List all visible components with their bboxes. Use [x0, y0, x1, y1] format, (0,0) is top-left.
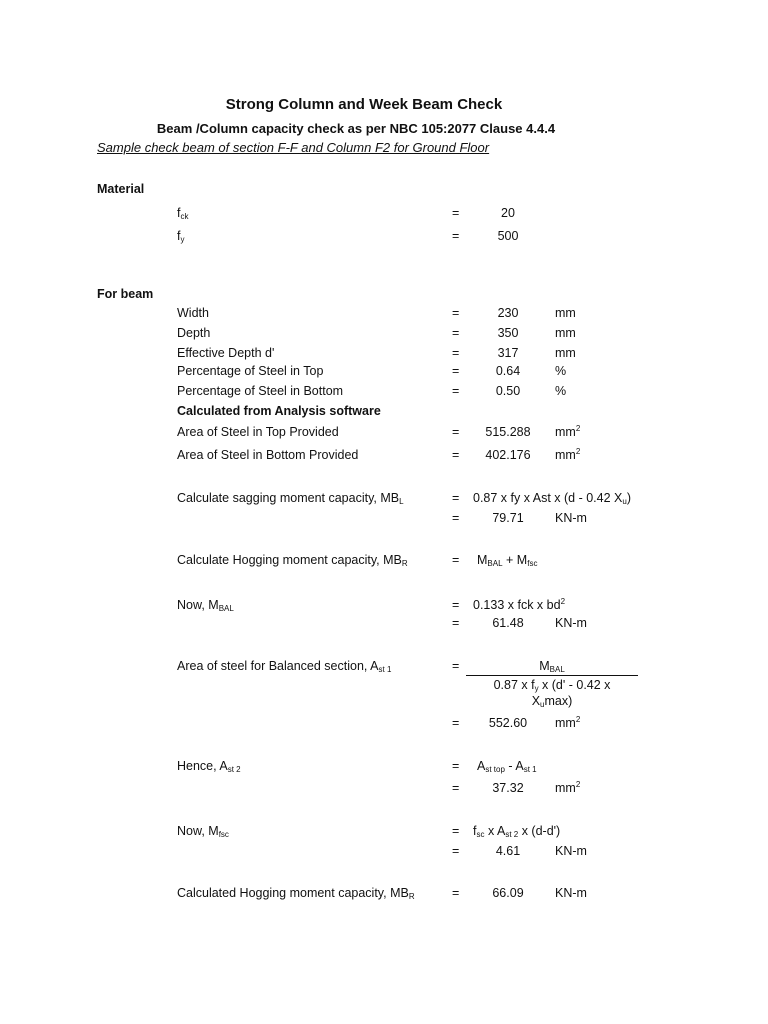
- mbal-equals: =: [452, 598, 460, 612]
- fy-value: 500: [497, 229, 519, 243]
- balanced-value: 552.60: [488, 716, 528, 730]
- beam-row-unit: %: [555, 384, 567, 398]
- beam-heading: For beam: [97, 287, 154, 301]
- ast2-label: Hence, $A_{st 2}$: [177, 759, 241, 774]
- beam-row-label: Percentage of Steel in Bottom: [177, 384, 344, 398]
- area-row-unit: $mm^2$: [555, 447, 581, 462]
- beam-row-label: Percentage of Steel in Top: [177, 364, 324, 378]
- beam-row-unit: %: [555, 364, 567, 378]
- beam-row-equals: =: [452, 364, 460, 378]
- beam-row-equals: =: [452, 306, 460, 320]
- mbal-equals-2: =: [452, 616, 460, 630]
- fck-value: 20: [501, 206, 515, 220]
- fy-equals: =: [452, 229, 460, 243]
- hogging-label: Calculate Hogging moment capacity, $MB_R$: [177, 553, 408, 568]
- hogging-result-value: 66.09: [492, 886, 524, 900]
- beam-row-value: 350: [497, 326, 519, 340]
- area-row-value: 515.288: [485, 425, 531, 439]
- hogging-result-label: Calculated Hogging moment capacity, $MB_R$: [177, 886, 415, 901]
- page-title: Strong Column and Week Beam Check: [225, 96, 503, 113]
- material-heading: Material: [97, 182, 145, 196]
- balanced-denominator-line1: 0.87 x $f_y$ x (d' - 0.42 x: [493, 678, 611, 693]
- sagging-unit: KN-m: [555, 511, 587, 525]
- mfsc-value: 4.61: [495, 844, 521, 858]
- ast2-equals-2: =: [452, 781, 460, 795]
- hogging-equals: =: [452, 553, 460, 567]
- mbal-unit: KN-m: [555, 616, 587, 630]
- mbal-formula: 0.133 x fck x $bd^2$: [473, 597, 566, 612]
- beam-row-label: Width: [177, 306, 209, 320]
- fck-equals: =: [452, 206, 460, 220]
- balanced-equals: =: [452, 659, 460, 673]
- beam-row-equals: =: [452, 384, 460, 398]
- beam-row-value: 0.50: [495, 384, 521, 398]
- beam-row-equals: =: [452, 346, 460, 360]
- balanced-numerator: $M_{BAL}$: [539, 659, 565, 674]
- mfsc-unit: KN-m: [555, 844, 587, 858]
- mfsc-equals: =: [452, 824, 460, 838]
- beam-row-value: 317: [497, 346, 519, 360]
- hogging-result-unit: KN-m: [555, 886, 587, 900]
- balanced-denominator-line2: $X_u\max$): [531, 694, 573, 709]
- area-row-unit: $mm^2$: [555, 424, 581, 439]
- area-row-value: 402.176: [485, 448, 531, 462]
- beam-row-unit: mm: [555, 346, 576, 360]
- balanced-unit: $mm^2$: [555, 715, 581, 730]
- fraction-line: [466, 675, 638, 676]
- sagging-formula: 0.87 x fy x Ast x (d - 0.42 $X_u$): [473, 491, 631, 506]
- beam-row-label: Depth: [177, 326, 211, 340]
- mfsc-label: Now, $M_{fsc}$: [177, 824, 229, 839]
- hogging-formula: $M_{BAL} + M_{fsc}$: [477, 553, 538, 568]
- balanced-equals-2: =: [452, 716, 460, 730]
- beam-row-value: 0.64: [495, 364, 521, 378]
- page-subtitle: Beam /Column capacity check as per NBC 105:2077 Clause 4.4.4: [156, 121, 556, 136]
- mfsc-formula: $f_{sc}$ x $A_{st 2}$ x (d-d'): [473, 824, 561, 839]
- beam-row-label: Effective Depth d': [177, 346, 275, 360]
- ast2-equals: =: [452, 759, 460, 773]
- area-row-equals: =: [452, 425, 460, 439]
- balanced-label: Area of steel for Balanced section, $A_{st 1}$: [177, 659, 392, 674]
- beam-row-value: 230: [497, 306, 519, 320]
- area-row-label: Area of Steel in Bottom Provided: [177, 448, 359, 462]
- beam-row-equals: =: [452, 326, 460, 340]
- mfsc-equals-2: =: [452, 844, 460, 858]
- beam-row-unit: mm: [555, 306, 576, 320]
- ast2-value: 37.32: [492, 781, 524, 795]
- mbal-value: 61.48: [492, 616, 524, 630]
- sagging-value: 79.71: [492, 511, 524, 525]
- ast2-unit: $mm^2$: [555, 780, 581, 795]
- sagging-label: Calculate sagging moment capacity, $MB_L$: [177, 491, 404, 506]
- sagging-equals-2: =: [452, 511, 460, 525]
- ast2-formula: $A_{st top} - A_{st 1}$: [477, 759, 537, 774]
- area-row-label: Area of Steel in Top Provided: [177, 425, 339, 439]
- beam-row-unit: mm: [555, 326, 576, 340]
- area-row-equals: =: [452, 448, 460, 462]
- hogging-result-equals: =: [452, 886, 460, 900]
- fck-label: $f_{ck}$: [177, 206, 189, 221]
- calc-note: Calculated from Analysis software: [177, 404, 381, 418]
- fy-label: $f_y$: [177, 229, 185, 244]
- mbal-label: Now, $M_{BAL}$: [177, 598, 234, 613]
- section-caption: Sample check beam of section F-F and Column F2 for Ground Floor: [97, 140, 490, 155]
- sagging-equals: =: [452, 491, 460, 505]
